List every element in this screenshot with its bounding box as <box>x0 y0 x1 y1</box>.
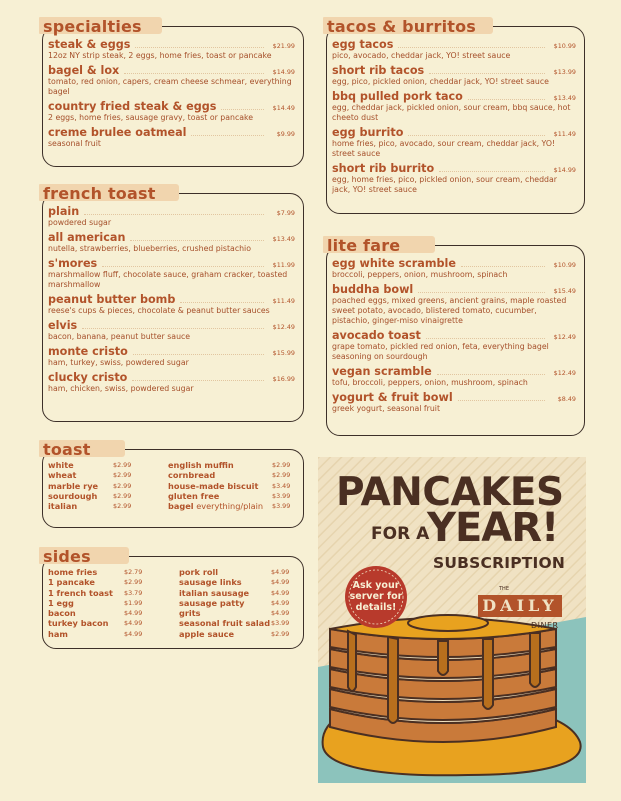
menu-item-name: cornbread <box>168 470 216 481</box>
menu-item-description: 12oz NY strip steak, 2 eggs, home fries, toast or pancake <box>48 51 272 60</box>
menu-item-description: marshmallow fluff, chocolate sauce, graham cracker, toasted marshmallow <box>48 270 288 289</box>
menu-item <box>179 629 300 639</box>
menu-item-price: $2.99 <box>113 481 132 490</box>
menu-item-price: $10.99 <box>553 42 576 50</box>
section-title: sides <box>43 547 91 566</box>
menu-item-description: poached eggs, mixed greens, ancient grains, maple roasted sweet potato, avocado, blistered tomato, cucumber, pistachio, ginger-miso vinaigrette <box>332 296 567 325</box>
menu-item <box>179 598 300 608</box>
menu-item-name: s'mores <box>48 257 98 270</box>
menu-item-header <box>48 231 295 244</box>
dot-leader <box>124 73 264 74</box>
dot-leader <box>398 47 545 48</box>
menu-item-price: $8.49 <box>557 395 576 403</box>
menu-item-header <box>332 329 576 342</box>
menu-item-header <box>48 38 295 51</box>
menu-item-name: yogurt & fruit bowl <box>332 391 453 404</box>
menu-item-price: $4.99 <box>271 598 290 607</box>
sides-list-left <box>48 567 148 639</box>
menu-item <box>48 577 148 587</box>
menu-item-name: bagel & lox <box>48 64 120 77</box>
menu-item <box>168 481 300 491</box>
promo-for-a: FOR A <box>371 524 430 544</box>
french-toast-section <box>42 184 304 422</box>
menu-item <box>48 470 143 480</box>
dot-leader <box>426 338 545 339</box>
toast-list-right <box>168 460 300 511</box>
dot-leader <box>437 374 545 375</box>
menu-item-description: egg, home fries, pico, pickled onion, sour cream, cheddar jack, YO! street sauce <box>332 175 557 194</box>
menu-item-price: $13.49 <box>553 94 576 102</box>
menu-item <box>168 501 300 511</box>
menu-item <box>332 64 576 87</box>
menu-item-header <box>332 162 576 175</box>
section-title: toast <box>43 440 91 459</box>
section-title: french toast <box>43 184 156 203</box>
menu-item-price: $14.99 <box>272 68 295 76</box>
menu-item-price: $2.99 <box>271 629 290 638</box>
french-toast-header <box>39 184 179 201</box>
tacos-burritos-section <box>326 17 585 214</box>
menu-item-name: vegan scramble <box>332 365 432 378</box>
dot-leader <box>468 99 545 100</box>
section-title: specialties <box>43 17 142 36</box>
menu-item-name: creme brulee oatmeal <box>48 126 187 139</box>
menu-item-price: $4.99 <box>124 609 143 618</box>
menu-item-description: tomato, red onion, capers, cream cheese schmear, everything bagel <box>48 77 292 96</box>
menu-item-header <box>48 319 295 332</box>
logo-diner: DINER <box>531 621 559 630</box>
toast-header <box>39 440 125 457</box>
menu-item-header <box>48 257 295 270</box>
menu-item <box>168 470 300 480</box>
menu-item-name: short rib burrito <box>332 162 435 175</box>
menu-item-name: pork roll <box>179 567 219 577</box>
specialties-list <box>48 38 295 152</box>
menu-item <box>168 491 300 501</box>
dot-leader <box>191 135 264 136</box>
menu-item-header <box>332 126 576 139</box>
menu-item-name: home fries <box>48 567 98 577</box>
dot-leader <box>408 135 545 136</box>
menu-item <box>48 126 295 149</box>
menu-item-name: sourdough <box>48 490 98 501</box>
menu-item <box>48 100 295 123</box>
menu-item-description: pico, avocado, cheddar jack, YO! street sauce <box>332 51 511 60</box>
menu-item-name: country fried steak & eggs <box>48 100 217 113</box>
menu-item-header <box>48 345 295 358</box>
menu-item-price: $2.99 <box>113 461 132 469</box>
menu-item-name: white <box>48 460 74 470</box>
menu-item-price: $12.49 <box>553 333 576 341</box>
menu-item-name: buddha bowl <box>332 283 414 296</box>
menu-item-price: $7.99 <box>276 209 295 217</box>
menu-item-header <box>332 257 576 270</box>
menu-item-description: greek yogurt, seasonal fruit <box>332 404 441 413</box>
menu-item-price: $13.99 <box>553 68 576 76</box>
menu-item-header <box>48 371 295 384</box>
menu-item <box>332 162 576 195</box>
menu-item-name: all american <box>48 231 126 244</box>
lite-fare-section <box>326 236 585 436</box>
menu-item-price: $21.99 <box>272 42 295 50</box>
menu-item-name: ham <box>48 628 68 639</box>
menu-item <box>48 481 143 491</box>
menu-item-description: home fries, pico, avocado, sour cream, cheddar jack, YO! street sauce <box>332 139 556 158</box>
lite-fare-list <box>332 257 576 417</box>
menu-item-header <box>332 38 576 51</box>
specialties-section <box>42 17 304 167</box>
menu-item-header <box>332 283 576 296</box>
menu-item-description: ham, chicken, swiss, powdered sugar <box>48 384 194 393</box>
menu-item <box>179 608 300 618</box>
menu-item-name: house-made biscuit <box>168 480 259 491</box>
menu-item-name: clucky cristo <box>48 371 128 384</box>
menu-item <box>48 491 143 501</box>
dot-leader <box>82 328 264 329</box>
french-toast-list <box>48 205 295 397</box>
menu-item-price: $4.99 <box>271 578 290 587</box>
menu-item-name: peanut butter bomb <box>48 293 176 306</box>
menu-item-price: $2.99 <box>272 471 291 480</box>
menu-item <box>48 501 143 511</box>
menu-item-price: $2.99 <box>124 578 143 587</box>
menu-item <box>332 90 576 123</box>
menu-item-name: short rib tacos <box>332 64 425 77</box>
menu-item-header <box>48 205 295 218</box>
menu-item-price: $3.49 <box>272 481 291 490</box>
menu-item-name: wheat <box>48 470 77 481</box>
menu-item-price: $2.99 <box>272 461 291 469</box>
menu-item <box>48 293 295 316</box>
dot-leader <box>221 109 264 110</box>
promo-pancakes: PANCAKES <box>336 470 564 515</box>
specialties-header <box>39 17 162 34</box>
menu-item-price: $11.49 <box>553 130 576 138</box>
pancake-stack-icon <box>330 615 556 742</box>
menu-item-price: $1.99 <box>124 598 143 607</box>
menu-item-price: $3.99 <box>272 491 291 500</box>
menu-item-price: $3.99 <box>271 619 290 628</box>
dot-leader <box>133 354 264 355</box>
menu-item <box>48 345 295 368</box>
menu-item-price: $9.99 <box>276 130 295 138</box>
menu-item <box>48 371 295 394</box>
menu-item-price: $16.99 <box>272 375 295 383</box>
logo-daily: DAILY <box>482 596 558 615</box>
section-title: lite fare <box>327 236 401 255</box>
menu-item-description: egg, pico, pickled onion, cheddar jack, YO! street sauce <box>332 77 549 86</box>
menu-item-header <box>48 293 295 306</box>
menu-item-name: steak & eggs <box>48 38 131 51</box>
menu-item <box>48 618 148 628</box>
menu-item-name: egg white scramble <box>332 257 456 270</box>
menu-item-price: $12.49 <box>553 369 576 377</box>
menu-item <box>48 460 143 470</box>
menu-item <box>48 64 295 97</box>
menu-item-description: seasonal fruit <box>48 139 101 148</box>
menu-item <box>48 608 148 618</box>
menu-item-description: egg, cheddar jack, pickled onion, sour cream, bbq sauce, hot cheeto dust <box>332 103 571 122</box>
menu-item-header <box>332 64 576 77</box>
lite-fare-header <box>323 236 435 253</box>
menu-item-price: $10.99 <box>553 261 576 269</box>
menu-item-name: italian <box>48 501 78 512</box>
promo-subscription: SUBSCRIPTION <box>433 554 566 572</box>
menu-item-price: $2.79 <box>124 568 143 576</box>
menu-item-header <box>48 126 295 139</box>
menu-item-name: apple sauce <box>179 628 235 639</box>
menu-item-price: $15.99 <box>272 349 295 357</box>
menu-item-description: ham, turkey, swiss, powdered sugar <box>48 358 189 367</box>
menu-item-name: seasonal fruit salad <box>179 618 271 629</box>
pancakes-subscription-poster <box>318 457 586 783</box>
menu-item-name: monte cristo <box>48 345 128 358</box>
menu-item-name: grits <box>179 608 201 619</box>
menu-item-price: $4.99 <box>124 619 143 628</box>
toast-section <box>42 440 304 528</box>
menu-item <box>179 567 300 577</box>
menu-item-name: sausage links <box>179 577 242 588</box>
menu-item-price: $2.99 <box>113 491 132 500</box>
dot-leader <box>132 380 264 381</box>
dot-leader <box>429 73 545 74</box>
menu-item-price: $15.49 <box>553 287 576 295</box>
menu-item-header <box>48 100 295 113</box>
menu-item-description: nutella, strawberries, blueberries, crushed pistachio <box>48 244 251 253</box>
menu-item-description: grape tomato, pickled red onion, feta, everything bagel seasoning on sourdough <box>332 342 549 361</box>
menu-item-header <box>332 391 576 404</box>
menu-item-name: bbq pulled pork taco <box>332 90 463 103</box>
menu-item-description: 2 eggs, home fries, sausage gravy, toast or pancake <box>48 113 254 122</box>
promo-year: YEAR! <box>427 505 559 551</box>
menu-item-name: bacon <box>48 608 76 619</box>
menu-item-name: italian sausage <box>179 587 250 598</box>
dot-leader <box>130 240 264 241</box>
menu-item <box>48 38 295 61</box>
menu-item-name: turkey bacon <box>48 618 109 629</box>
menu-item-price: $4.99 <box>271 568 290 576</box>
menu-item-description: bacon, banana, peanut butter sauce <box>48 332 191 341</box>
menu-item-name: plain <box>48 205 80 218</box>
menu-item-header <box>332 90 576 103</box>
logo-the: THE <box>499 586 509 592</box>
menu-item-price: $4.99 <box>271 609 290 618</box>
menu-item <box>332 257 576 280</box>
dot-leader <box>102 266 264 267</box>
menu-item-name: egg tacos <box>332 38 394 51</box>
menu-item-price: $4.99 <box>271 588 290 597</box>
menu-item <box>48 319 295 342</box>
badge-line-1: Ask your <box>352 580 400 591</box>
menu-item <box>179 577 300 587</box>
menu-item <box>179 588 300 598</box>
dot-leader <box>458 400 545 401</box>
menu-item-note: everything/plain <box>193 501 264 512</box>
menu-item-name: avocado toast <box>332 329 421 342</box>
menu-item-name: english muffin <box>168 460 234 470</box>
menu-item <box>179 618 300 628</box>
menu-item-price: $13.49 <box>272 235 295 243</box>
menu-item-price: $14.49 <box>272 104 295 112</box>
tacos-burritos-header <box>323 17 493 34</box>
menu-item <box>48 231 295 254</box>
badge-line-3: details! <box>355 602 397 613</box>
menu-item-header <box>332 365 576 378</box>
menu-item-price: $2.99 <box>113 502 132 511</box>
menu-item-name: egg burrito <box>332 126 404 139</box>
menu-item-price: $11.99 <box>272 261 295 269</box>
menu-item-description: powdered sugar <box>48 218 112 227</box>
menu-item-name: bagel everything/plain <box>168 501 264 512</box>
menu-item-price: $11.49 <box>272 297 295 305</box>
menu-item <box>48 205 295 228</box>
dot-leader <box>180 302 264 303</box>
badge-line-2: server for <box>349 591 403 602</box>
dot-leader <box>461 266 545 267</box>
dot-leader <box>439 171 545 172</box>
toast-list-left <box>48 460 143 511</box>
menu-item-price: $14.99 <box>553 166 576 174</box>
menu-item-price: $4.99 <box>124 629 143 638</box>
menu-item <box>332 329 576 362</box>
menu-item-name: gluten free <box>168 490 220 501</box>
sides-header <box>39 547 129 564</box>
menu-item <box>332 391 576 414</box>
menu-item <box>48 588 148 598</box>
menu-item <box>48 257 295 290</box>
menu-item-price: $3.79 <box>124 588 143 597</box>
menu-item <box>48 567 148 577</box>
dot-leader <box>135 47 264 48</box>
menu-item-header <box>48 64 295 77</box>
menu-item-name: sausage patty <box>179 597 245 608</box>
menu-item-price: $2.99 <box>113 471 132 480</box>
menu-item <box>48 629 148 639</box>
menu-item <box>332 365 576 388</box>
dot-leader <box>84 214 264 215</box>
tacos-burritos-list <box>332 38 576 198</box>
menu-item-price: $12.49 <box>272 323 295 331</box>
menu-item-price: $3.99 <box>272 502 291 511</box>
menu-item-description: reese's cups & pieces, chocolate & peanut butter sauces <box>48 306 270 315</box>
menu-item <box>48 598 148 608</box>
menu-item-name: 1 egg <box>48 597 74 608</box>
dot-leader <box>418 292 545 293</box>
menu-item <box>332 283 576 326</box>
menu-item-name: 1 french toast <box>48 587 113 598</box>
sides-section <box>42 547 304 649</box>
section-title: tacos & burritos <box>327 17 477 36</box>
menu-item-name: marble rye <box>48 480 99 491</box>
sides-list-right <box>179 567 300 639</box>
menu-item-name: elvis <box>48 319 78 332</box>
menu-item <box>332 126 576 159</box>
menu-item <box>332 38 576 61</box>
promo-badge-text <box>347 580 405 613</box>
menu-item-description: tofu, broccoli, peppers, onion, mushroom, spinach <box>332 378 528 387</box>
menu-item-name: 1 pancake <box>48 577 95 588</box>
menu-item <box>168 460 300 470</box>
menu-item-description: broccoli, peppers, onion, mushroom, spinach <box>332 270 508 279</box>
